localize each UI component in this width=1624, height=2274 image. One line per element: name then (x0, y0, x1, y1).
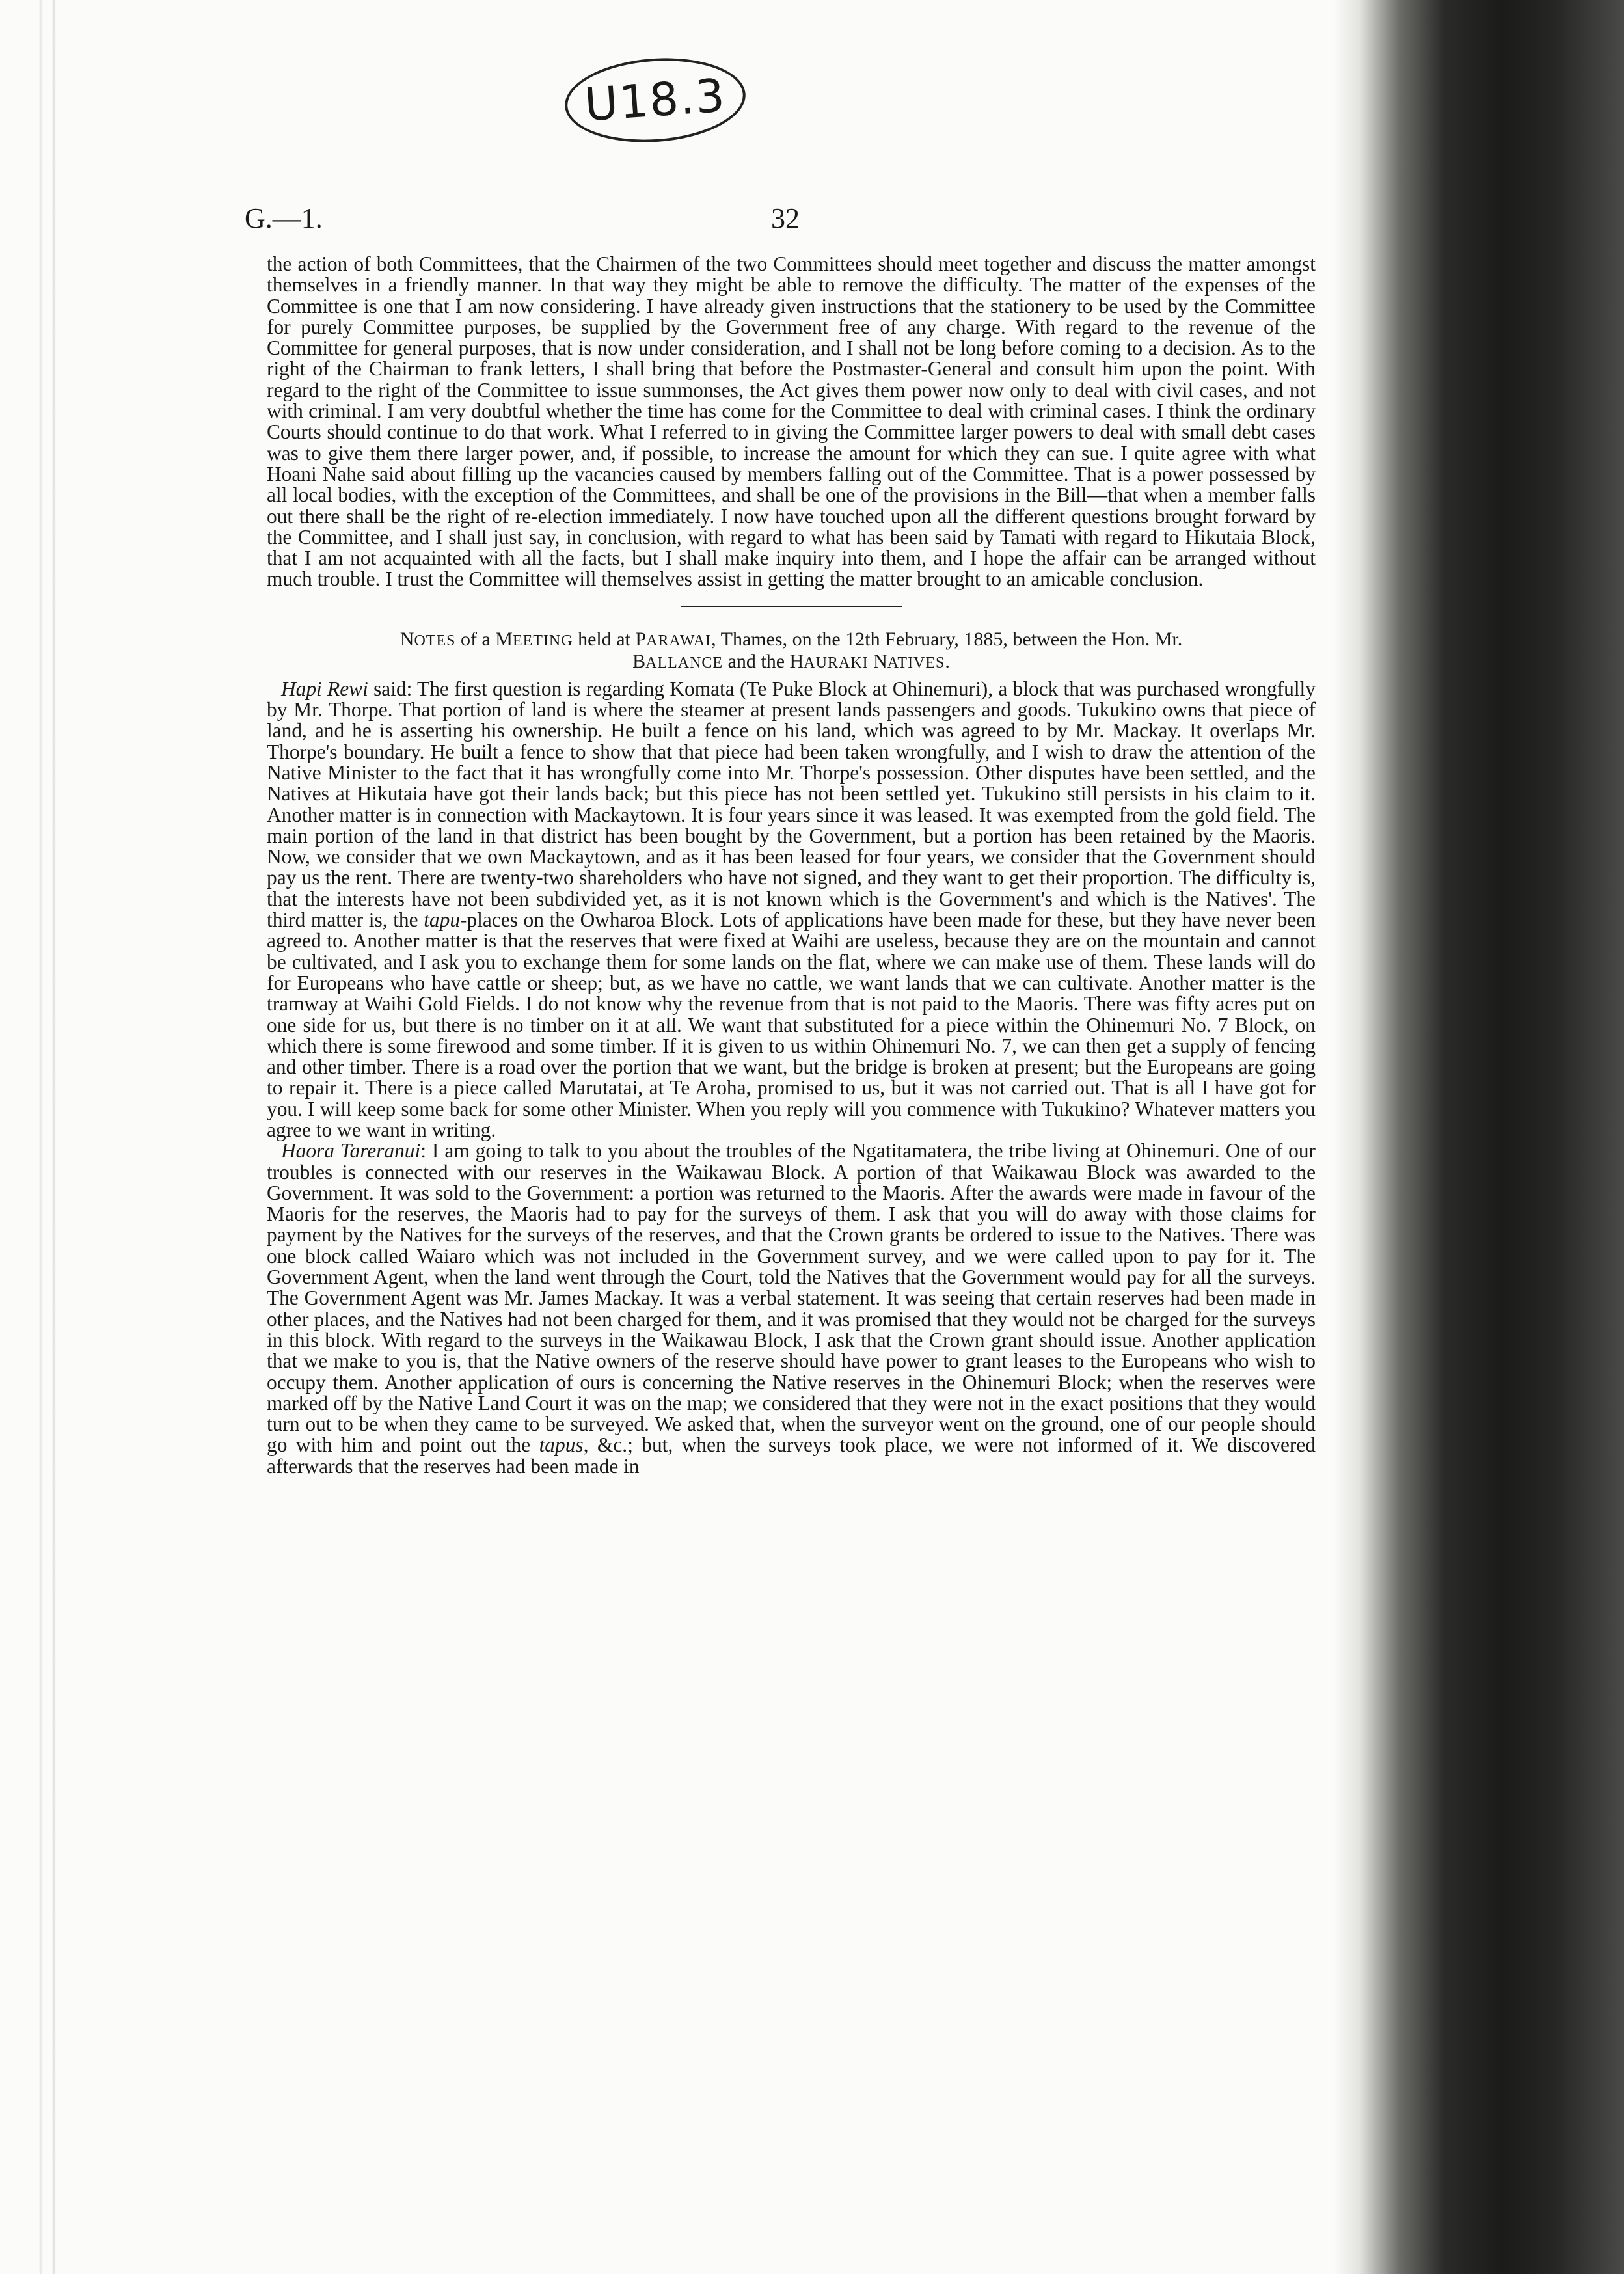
heading-part: , Thames, on the 12th February, 1885, between the Hon. Mr. (711, 628, 1183, 650)
paragraph-intro: the action of both Committees, that the Chairmen of the two Committees should meet together and discuss the matter amongst themselves in a friendly manner. In that way they might be able to remove the difficulty. The matter of the expenses of the Committee is one that I am now considering. I have already given instructions that the stationery to be used by the Committee for purely Committee purposes, be supplied by the Government free of any charge. With regard to the revenue of the Committee for general purposes, that is now under consideration, and I shall not be long before coming to a decision. As to the right of the Chairman to frank letters, I shall bring that before the Postmaster-General and consult him upon the point. With regard to the right of the Committee to issue summonses, the Act gives them power now only to deal with civil cases, and not with criminal. I am very doubtful whether the time has come for the Committee to deal with criminal cases. I think the ordinary Courts should continue to do that work. What I referred to in giving the Committee larger powers to deal with small debt cases was to give them there larger power, and, if possible, to increase the amount for which they can sue. I quite agree with what Hoani Nahe said about filling up the vacancies caused by members falling out of the Committee. That is a power possessed by all local bodies, with the exception of the Committees, and shall be one of the provisions in the Bill—that when a member falls out there shall be the right of re-election immediately. I now have touched upon all the different questions brought forward by the Committee, and I shall just say, in conclusion, with regard to what has been said by Tamati with regard to Hikutaia Block, that I am not acquainted with all the facts, but I shall make inquiry into them, and I hope the affair can be arranged without much trouble. I trust the Committee will themselves assist in getting the matter brought to an amicable conclusion. (267, 252, 1316, 591)
heading-part: ATIVES (887, 654, 945, 671)
speech-italic: tapus (539, 1433, 584, 1457)
scan-left-margin (0, 0, 78, 2274)
heading-part: held at P (573, 628, 647, 650)
paragraph-hapi-rewi (267, 679, 1316, 1141)
page-number: 32 (771, 202, 800, 234)
heading-part: B (632, 650, 646, 672)
heading-part: ARAWAI (646, 632, 712, 649)
heading-part: ALLANCE (645, 654, 724, 671)
speech-text: said: The first question is regarding Komata (Te Puke Block at Ohinemuri), a block that was purchased wrongfully by Mr. Thorpe. That portion of land is where the steamer at present lands passengers and goods. Tukukino owns that piece of land, and he is asserting his ownership. He built a fence on his land, which was agreed to by Mr. Mackay. It overlaps Mr. Thorpe's boundary. He built a fence to show that that piece had been taken wrongfully, and I wish to draw the attention of the Native Minister to the fact that it has wrongfully come into Mr. Thorpe's possession. Other disputes have been settled, and the Natives at Hikutaia have got their lands back; but this piece has not been settled yet. Tukukino still persists in his claim to it. Another matter is in connection with Mackaytown. It is four years since it was leased. It was exempted from the gold field. The main portion of the land in that district has been bought by the Government, but a portion has been retained by the Maoris. Now, we consider that we own Mackaytown, and as it has been leased for four years, we consider that the Government should pay us the rent. There are twenty-two shareholders who have not signed, and they want to get their proportion. The difficulty is, that the interests have not been subdivided yet, as it is not known which is the Government's and which is the Natives'. The third matter is, the (267, 677, 1316, 932)
scan-dark-edge (1334, 0, 1624, 2274)
speech-text: , &c.; but, when the surveys took place, we were not informed of it. We discovered afterwards that the reserves had been made in (267, 1433, 1316, 1478)
heading-part: N (868, 650, 887, 672)
heading-part: and the H (723, 650, 804, 672)
speech-text: : I am going to talk to you about the troubles of the Ngatitamatera, the tribe living at Ohinemuri. One of our troubles is connected with our reserves in the Waikawau Block. A portion of that Waikawau Block was awarded to the Government. It was sold to the Government: a portion was returned to the Maoris. After the awards were made in favour of the Maoris for the reserves, the Maoris had to pay for the surveys of them. I ask that you will do away with those claims for payment by the Natives for the surveys of the reserves, and that the Crown grants be ordered to issue to the Natives. There was one block called Waiaro which was not included in the Government survey, and we were called upon to pay for it. The Government Agent, when the land went through the Court, told the Natives that the Government would pay for all the surveys. The Government Agent was Mr. James Mackay. It was a verbal statement. It was seeing that certain reserves had been made in other places, and the Natives had not been charged for them, and it was promised that they would not be charged for the surveys in this block. With regard to the surveys in the Waikawau Block, I ask that the Crown grant should issue. Another application that we make to you is, that the Native owners of the reserve should have power to grant leases to the Europeans who wish to occupy them. Another application of ours is concerning the Native reserves in the Ohinemuri Block; when the reserves were marked off by the Native Land Court it was on the map; we considered that they were not in the exact positions that they would turn out to be when they came to be surveyed. We asked that, when the surveyor went on the ground, one of our people should go with him and point out the (267, 1139, 1316, 1457)
document-id: G.—1. (245, 202, 323, 234)
speaker-name: Haora Tareranui (281, 1139, 421, 1163)
paragraph-haora-tareranui (267, 1141, 1316, 1477)
heading-part: OTES (414, 632, 456, 649)
heading-part: AURAKI (804, 654, 869, 671)
heading-part: of a M (455, 628, 513, 650)
meeting-notes-heading (267, 629, 1316, 673)
section-divider (681, 606, 902, 607)
speech-text: -places on the Owharoa Block. Lots of applications have been made for these, but they have never been agreed to. Another matter is that the reserves that were fixed at Waihi are useless, because they are on the mountain and cannot be cultivated, and I ask you to exchange them for some lands on the flat, where we can make use of them. These lands will do for Europeans who have cattle or sheep; but, as we have no cattle, we want lands that we can cultivate. Another matter is the tramway at Waihi Gold Fields. I do not know why the revenue from that is not paid to the Maoris. There was fifty acres put on one side for us, but there is no timber on it at all. We want that substituted for a piece within the Ohinemuri No. 7 Block, on which there is some firewood and some timber. If it is given to us within Ohinemuri No. 7, we can then get a supply of fencing and other timber. There is a road over the portion that we want, but the bridge is broken at present; but the Europeans are going to repair it. There is a piece called Marutatai, at Te Aroha, promised to us, but it was not carried out. That is all I have got for you. I will keep some back for some other Minister. When you reply will you commence with Tukukino? Whatever matters you agree to we want in writing. (267, 908, 1316, 1141)
heading-part: . (945, 650, 950, 672)
page-body (267, 254, 1316, 1477)
archive-stamp: U18.3 (562, 52, 748, 148)
heading-part: EETING (512, 632, 573, 649)
speech-italic: tapu (424, 908, 461, 932)
heading-part: N (399, 628, 414, 650)
speaker-name: Hapi Rewi (281, 677, 368, 700)
